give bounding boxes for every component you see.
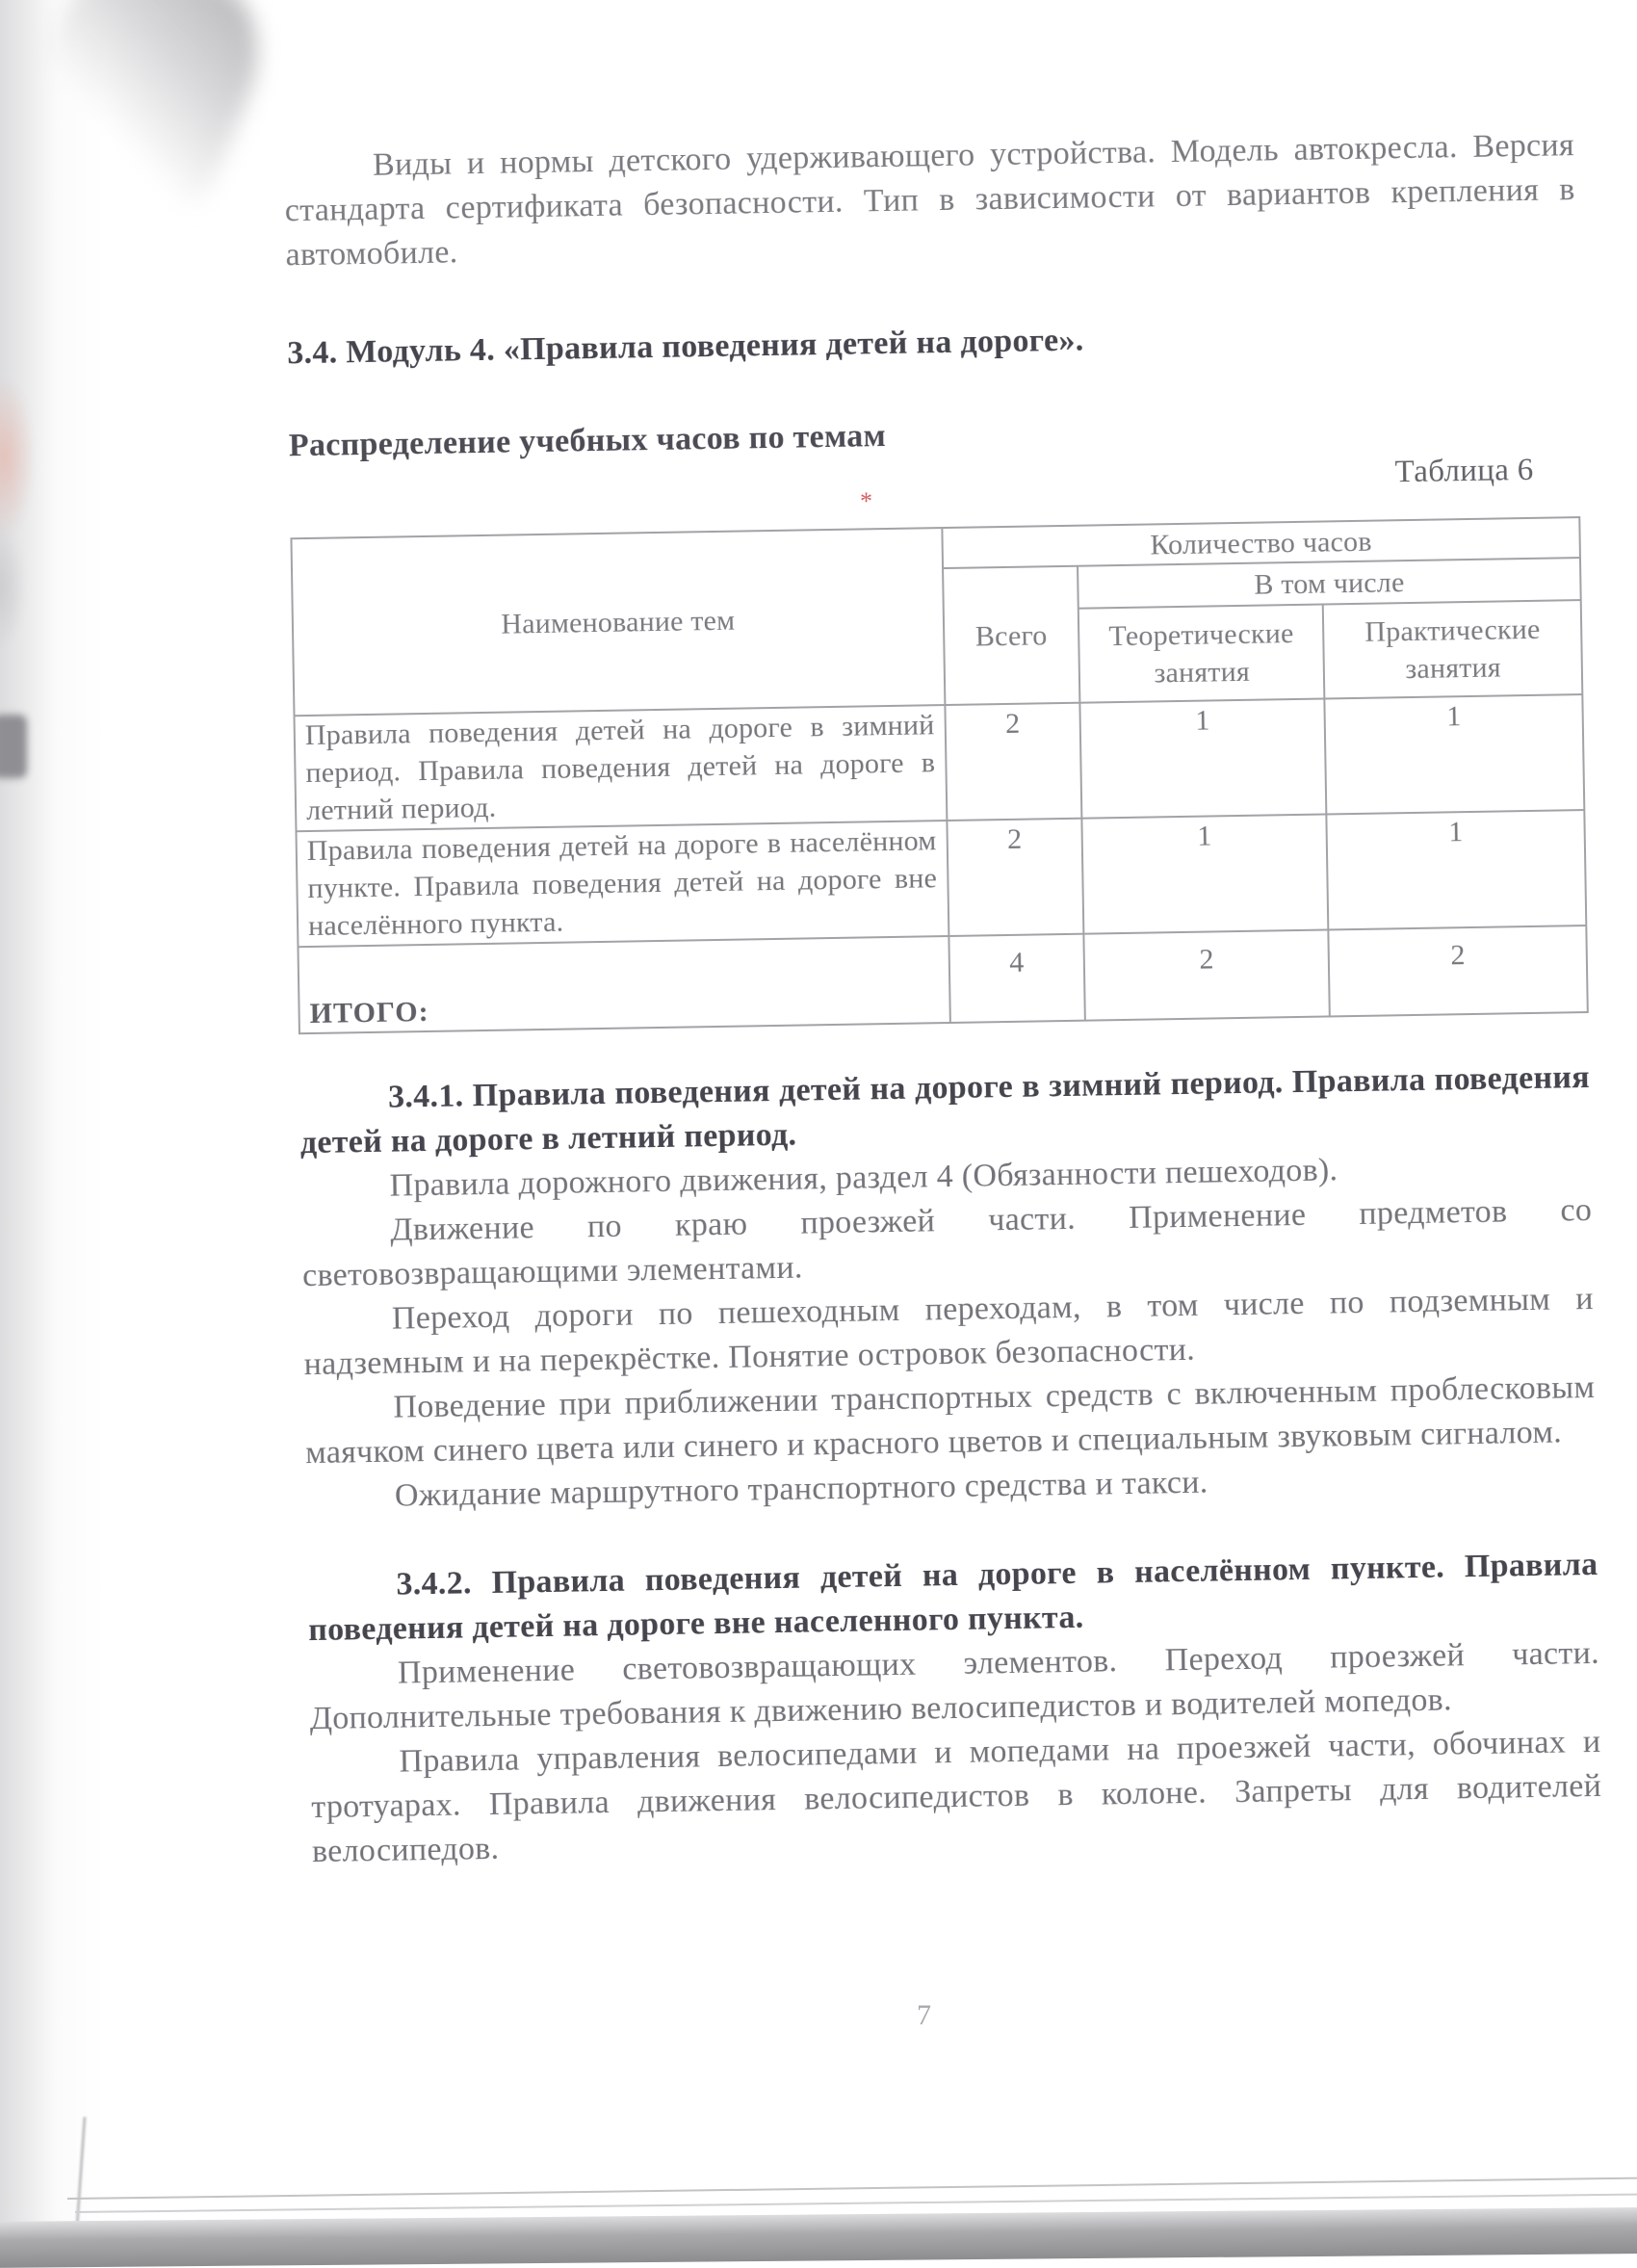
col-header-topics: Наименование тем [291, 528, 945, 716]
col-header-theory: Теоретические занятия [1078, 605, 1325, 703]
table-caption: Распределение учебных часов по темам [288, 418, 887, 464]
section-3-4-2-paragraph: Правила управления велосипедами и мопедами на проезжей части, обочинах и тротуарах. Правила движения велосипедистов в колоне. Запреты для водителей велосипедов. [310, 1723, 1602, 1870]
table-row [296, 810, 1586, 947]
scan-smudge-gray [0, 525, 27, 650]
theory-hours-cell: 1 [1080, 698, 1327, 818]
col-header-including: В том числе [1078, 558, 1580, 609]
scan-smudge-pink [0, 378, 35, 536]
practice-hours-cell: 1 [1327, 810, 1587, 929]
total-hours-cell: 2 [945, 703, 1081, 821]
total-row-label: ИТОГО: [298, 936, 949, 1033]
theory-hours-cell: 1 [1082, 814, 1329, 933]
table-row [295, 694, 1585, 831]
total-row-practice: 2 [1329, 925, 1588, 1016]
hours-distribution-table [290, 516, 1588, 1034]
section-3-4-1-paragraph: Движение по краю проезжей части. Применение предметов со световозвращающими элементами. [301, 1191, 1593, 1294]
topic-cell: Правила поведения детей на дороге в населённом пункте. Правила поведения детей на дороге вне населённого пункта. [296, 821, 948, 947]
col-header-total: Всего [943, 566, 1080, 705]
intro-paragraph: Виды и нормы детского удерживающего устройства. Модель автокресла. Версия стандарта сертификата безопасности. Тип в зависимости от вариантов крепления в автомобиле. [284, 127, 1575, 274]
page-content [284, 123, 1603, 1874]
total-row-theory: 2 [1084, 929, 1331, 1020]
section-3-4-2-paragraph: Применение световозвращающих элементов. Переход проезжей части. Дополнительные требования к движению велосипедистов и водителей мопедов. [309, 1634, 1600, 1737]
section-3-4-2-heading: 3.4.2. Правила поведения детей на дороге в населённом пункте. Правила поведения детей на дороге вне населенного пункта. [307, 1546, 1598, 1649]
page-number: 7 [917, 1999, 932, 2031]
table-label: Таблица 6 [1394, 452, 1534, 490]
section-3-4-1-heading: 3.4.1. Правила поведения детей на дороге в зимний период. Правила поведения детей на дороге в летний период. [299, 1058, 1591, 1161]
red-asterisk-mark: * [860, 487, 872, 515]
topic-cell: Правила поведения детей на дороге в зимний период. Правила поведения детей на дороге в летний период. [295, 705, 948, 831]
scan-bottom-edge-strip [0, 2207, 1637, 2268]
section-3-4-1-paragraph: Ожидание маршрутного транспортного средства и такси. [394, 1464, 1208, 1514]
total-row-total: 4 [948, 934, 1085, 1023]
section-3-4-1-paragraph: Правила дорожного движения, раздел 4 (Обязанности пешеходов). [389, 1152, 1338, 1204]
col-header-hours: Количество часов [942, 517, 1580, 568]
scan-smudge-dark [0, 715, 27, 778]
total-hours-cell: 2 [947, 819, 1083, 936]
col-header-practice: Практические занятия [1323, 600, 1582, 698]
section-3-4-1-paragraph: Поведение при приближении транспортных средств с включенным проблесковым маячком синего цвета или синего и красного цветов и специальным звуковым сигналом. [304, 1369, 1596, 1472]
section-3-4-1-paragraph: Переход дороги по пешеходным переходам, в том числе по подземным и надземным и на перекрёстке. Понятие островок безопасности. [303, 1280, 1595, 1383]
practice-hours-cell: 1 [1325, 694, 1585, 814]
scan-left-edge-shadow [0, 0, 58, 2252]
module-4-heading: 3.4. Модуль 4. «Правила поведения детей на дороге». [286, 322, 1084, 372]
